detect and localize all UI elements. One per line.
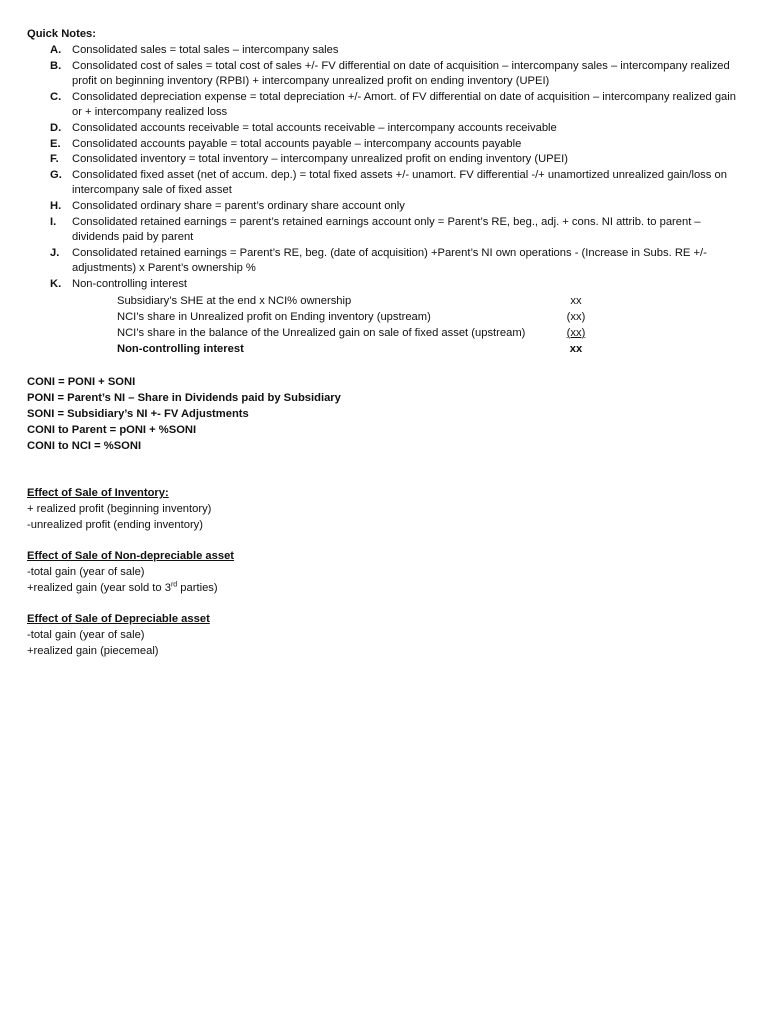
list-item bbox=[27, 137, 747, 153]
item-letter: C. bbox=[50, 90, 62, 103]
effect-inventory-section bbox=[27, 486, 211, 534]
list-item bbox=[27, 277, 747, 293]
item-text: Consolidated accounts payable = total accounts payable – intercompany accounts payable bbox=[72, 137, 522, 150]
nci-table bbox=[117, 294, 717, 358]
formula-line: CONI to Parent = pONI + %SONI bbox=[27, 423, 197, 436]
item-text: Consolidated depreciation expense = total depreciation +/- Amort. of FV differential on date of acquisition – intercompany realized gain or + intercompany realized loss bbox=[72, 90, 736, 119]
nci-row bbox=[117, 294, 717, 310]
list-item bbox=[27, 43, 747, 59]
item-letter: H. bbox=[50, 199, 62, 212]
nci-row-amount: (xx) bbox=[566, 310, 586, 323]
item-text: Consolidated retained earnings = parent’s retained earnings account only = Parent’s RE, beg., adj. + cons. NI attrib. to parent – dividends paid by parent bbox=[72, 215, 701, 244]
effect-line: -total gain (year of sale) bbox=[27, 628, 145, 641]
section-heading: Effect of Sale of Depreciable asset bbox=[27, 613, 210, 625]
formula-list bbox=[27, 375, 341, 454]
effect-line: -unrealized profit (ending inventory) bbox=[27, 518, 203, 531]
list-item bbox=[27, 246, 747, 277]
effect-line bbox=[27, 581, 234, 597]
nci-row-label: NCI’s share in the balance of the Unrealized gain on sale of fixed asset (upstream) bbox=[117, 326, 526, 339]
item-text: Consolidated accounts receivable = total accounts receivable – intercompany accounts receivable bbox=[72, 121, 557, 134]
effect-non-depreciable-section bbox=[27, 549, 234, 597]
item-text: Consolidated fixed asset (net of accum. dep.) = total fixed assets +/- unamort. FV differential -/+ unamortized unrealized gain/loss on intercompany sale of fixed asset bbox=[72, 168, 727, 197]
section-heading: Effect of Sale of Inventory: bbox=[27, 487, 169, 499]
item-text: Consolidated retained earnings = Parent’s RE, beg. (date of acquisition) +Parent’s NI own operations - (Increase in Subs. RE +/- adjustments) x Parent’s ownership % bbox=[72, 246, 707, 275]
page-title: Quick Notes: bbox=[27, 28, 97, 40]
section-heading: Effect of Sale of Non-depreciable asset bbox=[27, 550, 235, 562]
list-item bbox=[27, 199, 747, 215]
list-item bbox=[27, 152, 747, 168]
item-letter: E. bbox=[50, 137, 61, 150]
item-text: Consolidated ordinary share = parent’s ordinary share account only bbox=[72, 199, 405, 212]
nci-total-label: Non-controlling interest bbox=[117, 342, 244, 355]
item-text: Non-controlling interest bbox=[72, 277, 188, 290]
nci-total-row bbox=[117, 342, 717, 358]
nci-total-amount: xx bbox=[569, 342, 583, 355]
formula-line: CONI to NCI = %SONI bbox=[27, 439, 142, 452]
effect-line-text: +realized gain (year sold to 3 bbox=[27, 581, 171, 594]
nci-row-label: Subsidiary’s SHE at the end x NCI% ownership bbox=[117, 295, 352, 307]
item-letter: D. bbox=[50, 121, 62, 134]
item-letter: J. bbox=[50, 246, 60, 259]
notes-list bbox=[27, 43, 747, 293]
effect-depreciable-section bbox=[27, 612, 210, 660]
item-letter: B. bbox=[50, 59, 62, 72]
item-letter: A. bbox=[50, 44, 62, 56]
formula-line: CONI = PONI + SONI bbox=[27, 376, 136, 388]
nci-row bbox=[117, 310, 717, 326]
item-text: Consolidated inventory = total inventory – intercompany unrealized profit on ending inventory (UPEI) bbox=[72, 153, 568, 166]
effect-line: +realized gain (piecemeal) bbox=[27, 644, 159, 657]
formula-line: PONI = Parent’s NI – Share in Dividends paid by Subsidiary bbox=[27, 391, 341, 404]
list-item bbox=[27, 90, 747, 121]
list-item bbox=[27, 168, 747, 199]
effect-line-text: parties) bbox=[177, 581, 218, 594]
nci-row-amount: (xx) bbox=[566, 326, 586, 339]
formula-line: SONI = Subsidiary’s NI +- FV Adjustments bbox=[27, 407, 249, 420]
item-letter: F. bbox=[50, 153, 59, 166]
list-item bbox=[27, 121, 747, 137]
effect-line: + realized profit (beginning inventory) bbox=[27, 502, 212, 515]
list-item bbox=[27, 59, 747, 90]
effect-line: -total gain (year of sale) bbox=[27, 565, 145, 578]
item-letter: K. bbox=[50, 277, 62, 290]
item-text: Consolidated sales = total sales – intercompany sales bbox=[72, 44, 339, 56]
ordinal-suffix: rd bbox=[170, 581, 178, 589]
item-letter: G. bbox=[50, 168, 62, 181]
nci-row-label: NCI’s share in Unrealized profit on Ending inventory (upstream) bbox=[117, 310, 431, 323]
item-text: Consolidated cost of sales = total cost of sales +/- FV differential on date of acquisition – intercompany sales – intercompany realized profit on beginning inventory (RPBI) + intercompany unrealized profit on ending inventory (UPEI) bbox=[72, 59, 730, 88]
item-letter: I. bbox=[50, 215, 57, 228]
nci-row bbox=[117, 326, 717, 342]
list-item bbox=[27, 215, 747, 246]
nci-row-amount: xx bbox=[570, 295, 582, 307]
